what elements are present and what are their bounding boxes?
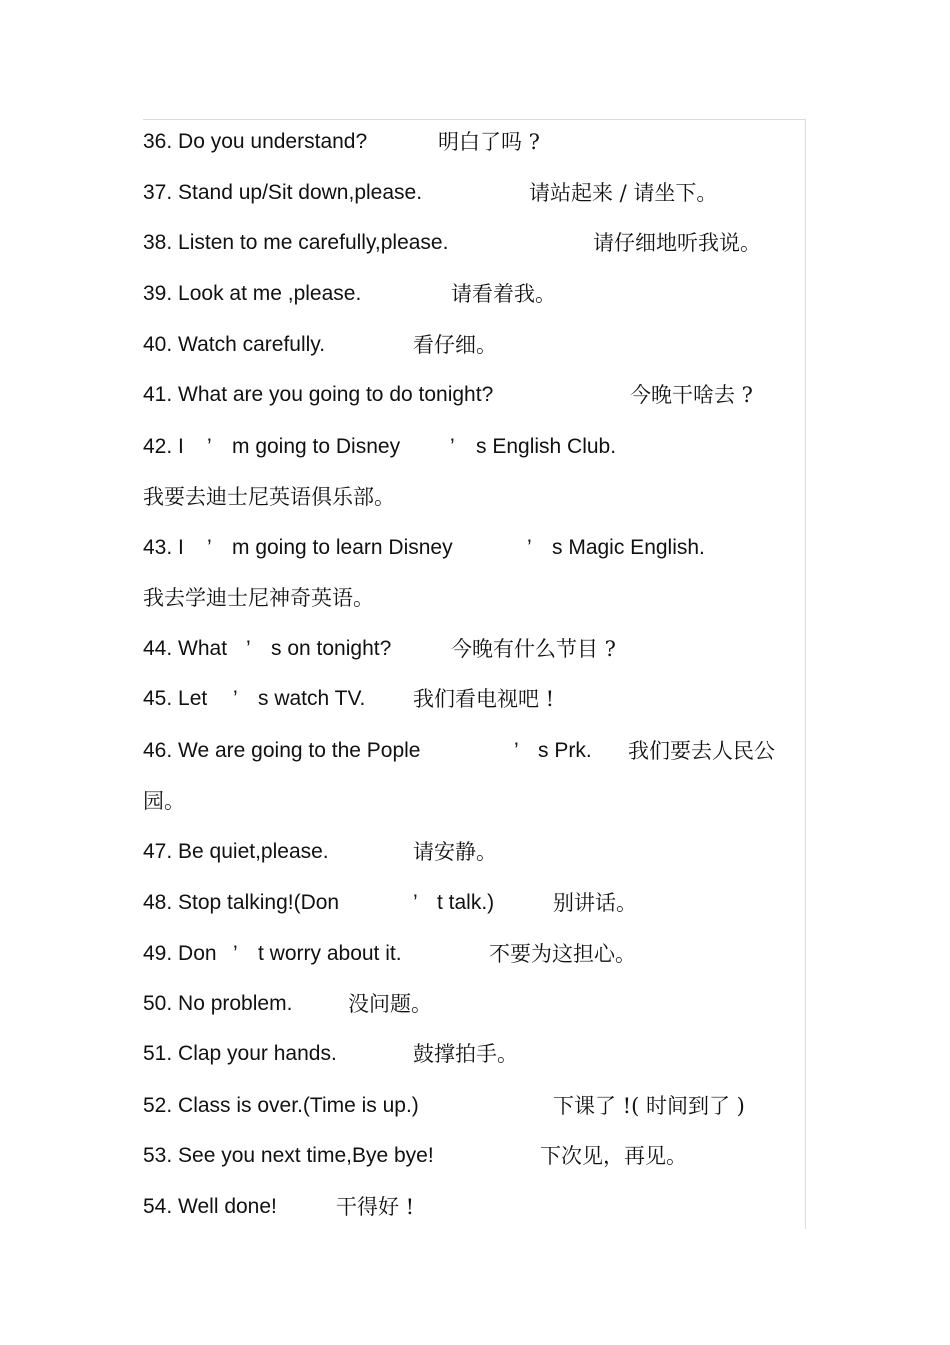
english-text: 41. What are you going to do tonight? <box>143 383 494 406</box>
english-text: s Prk. <box>538 739 592 762</box>
english-text: 46. We are going to the Pople <box>143 739 421 762</box>
chinese-translation: 我们看电视吧 ! <box>413 687 555 711</box>
english-text: 47. Be quiet,please. <box>143 840 329 863</box>
apostrophe: ’ <box>207 536 212 559</box>
chinese-translation: 我要去迪士尼英语俱乐部。 <box>143 485 395 509</box>
chinese-translation: 下课了 !( 时间到了 ) <box>553 1094 745 1118</box>
chinese-translation: 别讲话。 <box>553 891 637 915</box>
chinese-translation: 干得好 ! <box>336 1195 415 1219</box>
english-text: 48. Stop talking!(Don <box>143 891 340 914</box>
english-text: 38. Listen to me carefully,please. <box>143 231 449 254</box>
english-text: 36. Do you understand? <box>143 130 368 153</box>
apostrophe: ’ <box>207 435 212 458</box>
chinese-translation: 请站起来 / 请坐下。 <box>529 181 718 205</box>
english-text: s watch TV. <box>258 687 366 710</box>
apostrophe: ’ <box>233 942 238 965</box>
english-text: 54. Well done! <box>143 1195 277 1218</box>
english-text: 53. See you next time,Bye bye! <box>143 1144 434 1167</box>
apostrophe: ’ <box>450 435 455 458</box>
chinese-translation: 今晚有什么节目 ? <box>451 637 616 661</box>
chinese-translation: 没问题。 <box>348 992 432 1016</box>
chinese-translation: 我去学迪士尼神奇英语。 <box>143 586 374 610</box>
apostrophe: ’ <box>246 637 251 660</box>
english-text: 49. Don <box>143 942 217 965</box>
chinese-translation: 明白了吗 ? <box>438 130 540 154</box>
chinese-translation: 不要为这担心。 <box>489 942 636 966</box>
chinese-translation: 下次见，再见。 <box>540 1144 687 1168</box>
english-text: 51. Clap your hands. <box>143 1042 337 1065</box>
english-text: 50. No problem. <box>143 992 293 1015</box>
chinese-translation: 请看着我。 <box>451 282 556 306</box>
english-text: 39. Look at me ,please. <box>143 282 362 305</box>
chinese-translation: 鼓撑拍手。 <box>413 1042 518 1066</box>
english-text: t talk.) <box>437 891 495 914</box>
english-text: t worry about it. <box>258 942 402 965</box>
english-text: 45. Let <box>143 687 208 710</box>
english-text: 52. Class is over.(Time is up.) <box>143 1094 419 1117</box>
chinese-translation: 今晚干啥去 ? <box>630 383 753 407</box>
english-text: m going to Disney <box>232 435 401 458</box>
chinese-translation: 请仔细地听我说。 <box>593 231 761 255</box>
english-text: 37. Stand up/Sit down,please. <box>143 181 423 204</box>
chinese-translation: 请安静。 <box>413 840 497 864</box>
chinese-translation: 园。 <box>143 789 185 813</box>
english-text: s English Club. <box>476 435 617 458</box>
apostrophe: ’ <box>233 687 238 710</box>
english-text: 43. I <box>143 536 184 559</box>
english-text: 44. What <box>143 637 228 660</box>
english-text: m going to learn Disney <box>232 536 453 559</box>
apostrophe: ’ <box>514 739 519 762</box>
english-text: 42. I <box>143 435 184 458</box>
english-text: s Magic English. <box>552 536 705 559</box>
english-text: s on tonight? <box>271 637 392 660</box>
english-text: 40. Watch carefully. <box>143 333 326 356</box>
chinese-translation: 看仔细。 <box>413 333 497 357</box>
apostrophe: ’ <box>527 536 532 559</box>
chinese-translation: 我们要去人民公 <box>628 739 775 763</box>
apostrophe: ’ <box>413 891 418 914</box>
